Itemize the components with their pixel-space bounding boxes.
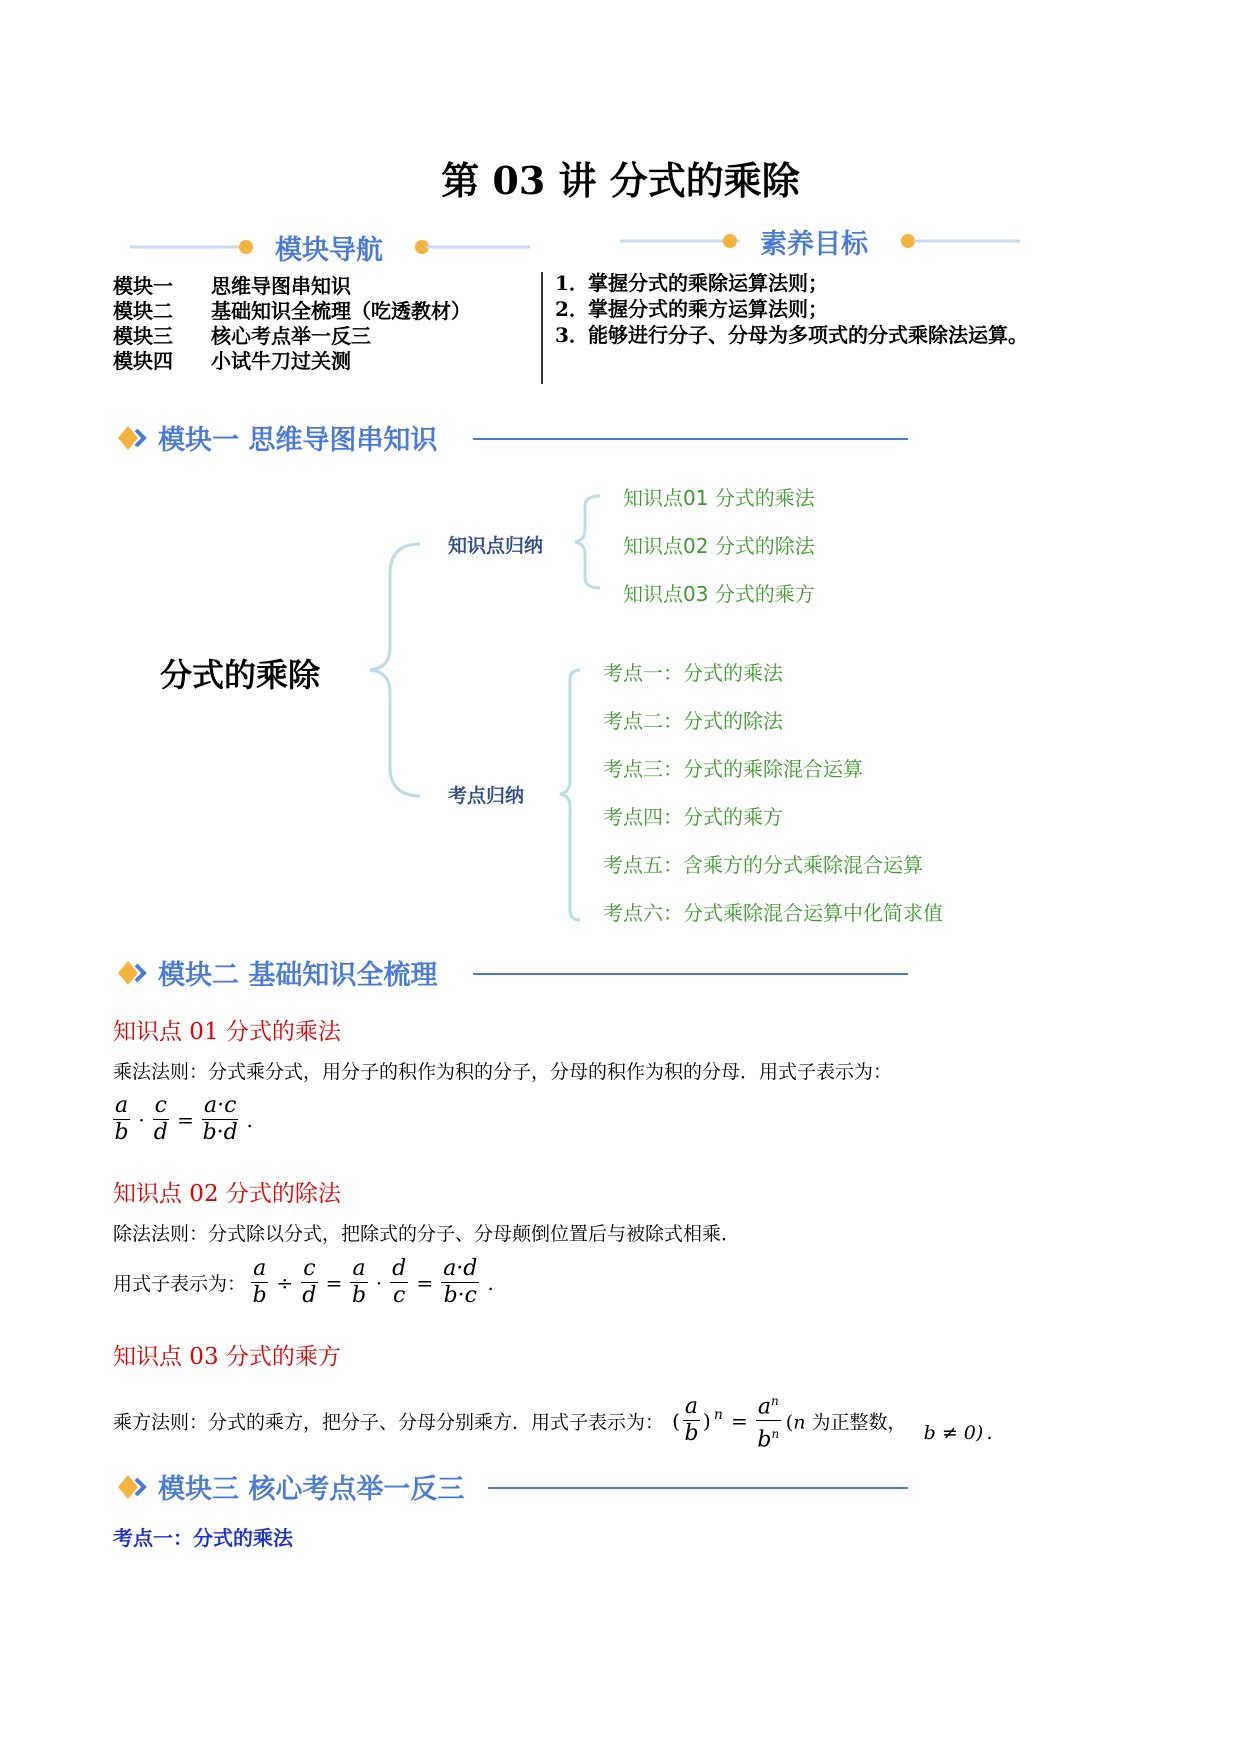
mindmap-leaf: 考点三：分式的乘除混合运算: [603, 757, 863, 781]
module-nav-header: [130, 226, 530, 266]
kp3-title: 知识点 03 分式的乘方: [113, 1344, 341, 1370]
mindmap-root: 分式的乘除: [160, 656, 321, 694]
goals-list: [555, 270, 1028, 348]
module3-rule: [488, 1487, 908, 1489]
module1-title: 模块一 思维导图串知识: [158, 425, 438, 456]
mindmap-branch-knowledge: 知识点归纳: [448, 535, 544, 557]
page-title: 第 03 讲 分式的乘除: [441, 158, 800, 203]
mindmap-leaf: 考点五：含乘方的分式乘除混合运算: [603, 853, 923, 877]
module2-title: 模块二 基础知识全梳理: [158, 960, 438, 991]
kp2-formula: 用式子表示为： $\frac{a}{b}$ ÷ $\frac{c}{d}$ = $\frac{a}{b}$ · $\frac{d}{c}$ = $\frac{a\cdot d}{b\cdot c}$ .: [113, 1256, 494, 1308]
mindmap-leaf: 考点六：分式乘除混合运算中化简求值: [603, 901, 943, 925]
module3-title: 模块三 核心考点举一反三: [158, 1474, 465, 1505]
exam-point-1-title: 考点一：分式的乘法: [113, 1526, 293, 1550]
goals-header: [620, 220, 1020, 260]
mindmap-leaf: 考点四：分式的乘方: [603, 805, 783, 829]
mindmap-leaf: 知识点02 分式的除法: [623, 534, 815, 558]
diamond-arrow-icon: [118, 1473, 152, 1503]
nav-item: 模块一 思维导图串知识: [113, 274, 351, 298]
goals-header-label: 素养目标: [760, 229, 868, 260]
diamond-arrow-icon: [118, 424, 152, 454]
module3-header: [118, 1467, 908, 1507]
nav-header-label: 模块导航: [275, 235, 383, 266]
diamond-arrow-icon: [118, 959, 152, 989]
kp1-formula: $\frac{a}{b}$ · $\frac{c}{d}$ = $\frac{a\cdot c}{b\cdot d}$ .: [114, 1093, 253, 1145]
mindmap-leaf: 考点一：分式的乘法: [603, 661, 783, 685]
kp2-rule: 除法法则：分式除以分式，把除式的分子、分母颠倒位置后与被除式相乘．: [113, 1223, 741, 1245]
kp3-line: 乘方法则：分式的乘方，把分子、分母分别乘方．用式子表示为： ( $\frac{a}{b}$ ) $^n$ = $\frac{a^n}{b^n}$ (n 为正整数， b ≠ 0) .: [113, 1388, 996, 1454]
nav-item: 模块四 小试牛刀过关测: [113, 349, 351, 373]
column-divider: [541, 272, 543, 384]
goal-item: 2．掌握分式的乘方运算法则；: [555, 297, 828, 321]
kp2-title: 知识点 02 分式的除法: [113, 1181, 341, 1207]
module1-rule: [473, 438, 908, 440]
mindmap-leaf: 考点二：分式的除法: [603, 709, 783, 733]
module2-header: [118, 953, 908, 993]
goal-item: 3．能够进行分子、分母为多项式的分式乘除法运算。: [555, 323, 1028, 347]
module1-header: [118, 418, 908, 458]
nav-item: 模块二 基础知识全梳理（吃透教材）: [113, 299, 471, 323]
kp1-rule: 乘法法则：分式乘分式，用分子的积作为积的分子，分母的积作为积的分母．用式子表示为：: [113, 1061, 893, 1083]
module-nav-list: [113, 274, 471, 374]
nav-item: 模块三 核心考点举一反三: [113, 324, 371, 348]
kp1-title: 知识点 01 分式的乘法: [113, 1019, 341, 1045]
mindmap-leaf: 知识点03 分式的乘方: [623, 582, 815, 606]
module2-rule: [473, 973, 908, 975]
mindmap-branch-exam: 考点归纳: [448, 785, 525, 807]
mindmap-leaf: 知识点01 分式的乘法: [623, 486, 815, 510]
goal-item: 1．掌握分式的乘除运算法则；: [555, 271, 828, 295]
